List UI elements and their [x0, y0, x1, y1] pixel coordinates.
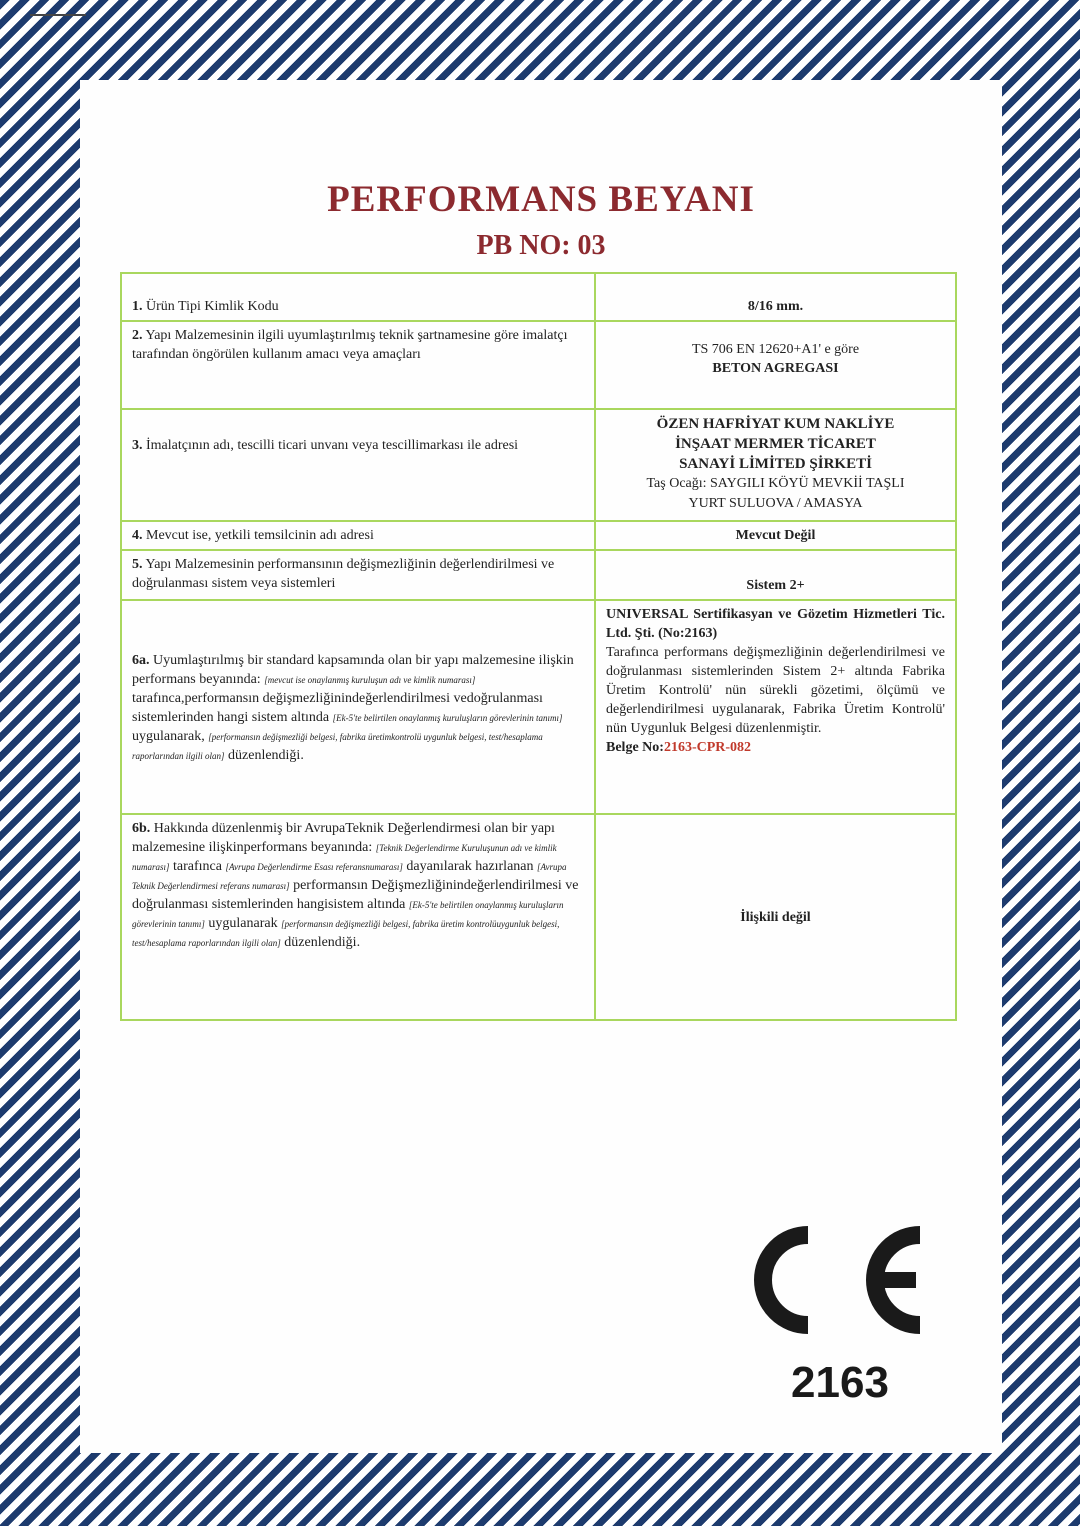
row-note: [Avrupa Teknik Değerlendirmesi referans numarası] [132, 862, 567, 891]
row-number: 6a. [132, 653, 150, 668]
row-note: [Avrupa Değerlendirme Esası referansnumarası] [225, 862, 403, 872]
row-text: düzenlendiği. [228, 748, 304, 763]
row-note: [Ek-5'te belirtilen onaylanmış kuruluşların görevlerinin tanımı] [132, 900, 564, 929]
row-text: tarafınca [173, 859, 222, 874]
company-line-3: SANAYİ LİMİTED ŞİRKETİ [679, 456, 872, 472]
certifier-name: UNIVERSAL Sertifikasyan ve Gözetim Hizmetleri Tic. Ltd. Şti. (No:2163) [606, 607, 945, 641]
row-note: [performansın değişmezliği belgesi, fabrika üretim kontrolüuygunluk belgesi, test/hesaplama raporlarından ilgili olan] [132, 919, 560, 948]
document-page [80, 80, 1002, 1453]
company-line-1: ÖZEN HAFRİYAT KUM NAKLİYE [656, 416, 895, 432]
document-number: PB NO: 03 [476, 230, 606, 261]
row-label: İmalatçının adı, tescilli ticari unvanı veya tescillimarkası ile adresi [146, 438, 519, 453]
table-row [121, 814, 956, 1020]
row-text: düzenlendiği. [284, 935, 361, 950]
row-note: [Ek-5'te belirtilen onaylanmış kuruluşların görevlerinin tanımı] [332, 713, 563, 723]
row-value: Mevcut Değil [595, 521, 956, 550]
address-line-2: YURT SULUOVA / AMASYA [688, 496, 863, 511]
standard-reference: TS 706 EN 12620+A1' e göre [691, 342, 860, 357]
row-text: performansın Değişmezliğinindeğerlendirilmesi ve doğrulanması sistemlerinden hangisistem altında [132, 878, 579, 912]
certificate-number: 2163-CPR-082 [663, 740, 752, 755]
table-row [121, 273, 956, 321]
declaration-table [120, 272, 957, 1021]
row-text: uygulanarak [208, 916, 278, 931]
row-number: 2. [132, 328, 143, 343]
address-line-1: Taş Ocağı: SAYGILI KÖYÜ MEVKİİ TAŞLI [646, 476, 905, 491]
row-label: Ürün Tipi Kimlik Kodu [146, 299, 279, 314]
row-note: [mevcut ise onaylanmış kuruluşun adı ve kimlik numarası] [264, 675, 476, 685]
row-number: 4. [132, 528, 143, 543]
row-label: Yapı Malzemesinin performansının değişmezliğinin değerlendirilmesi ve doğrulanması sistem veya sistemleri [132, 557, 555, 591]
corner-scan-mark [30, 14, 86, 16]
table-row [121, 321, 956, 409]
ce-logo-icon [720, 1215, 930, 1345]
table-row [121, 600, 956, 814]
row-text: dayanılarak hazırlanan [406, 859, 534, 874]
certificate-label: Belge No: [606, 740, 664, 755]
row-text: uygulanarak, [132, 729, 205, 744]
product-type: BETON AGREGASI [712, 361, 839, 376]
row-value: 8/16 mm. [595, 273, 956, 321]
row-note: [Teknik Değerlendirme Kuruluşunun adı ve kimlik numarası] [132, 843, 557, 872]
document-title: PERFORMANS BEYANI [327, 179, 755, 220]
row-label: Yapı Malzemesinin ilgili uyumlaştırılmış teknik şartnamesine göre imalatçı tarafından öngörülen kullanım amacı veya amaçları [132, 328, 568, 362]
row-number: 5. [132, 557, 143, 572]
row-value: Sistem 2+ [595, 550, 956, 600]
row-number: 1. [132, 299, 143, 314]
row-label: Mevcut ise, yetkili temsilcinin adı adresi [146, 528, 374, 543]
table-row [121, 521, 956, 550]
row-note: [performansın değişmezliği belgesi, fabrika üretimkontrolü uygunluk belgesi, test/hesaplama raporlarından ilgili olan] [132, 732, 543, 761]
row-number: 6b. [132, 821, 151, 836]
table-row [121, 409, 956, 521]
table-row [121, 550, 956, 600]
company-line-2: İNŞAAT MERMER TİCARET [675, 436, 876, 452]
row-number: 3. [132, 438, 143, 453]
notified-body-number: 2163 [791, 1358, 889, 1407]
row-text: Uyumlaştırılmış bir standard kapsamında olan bir yapı malzemesine ilişkin performans beyanında: [132, 653, 574, 687]
row-value: İlişkili değil [595, 814, 956, 1020]
certifier-statement: Tarafınca performans değişmezliğinin değerlendirilmesi ve doğrulanması sistemlerinden Sistem 2+ altında Fabrika Üretim Kontrolü' nün sürekli gözetimi, ölçümü ve değerlendirilmesi uygulanarak, Fabrika Üretim Kontrolü' nün Uygunluk Belgesi düzenlenmiştir. [606, 645, 945, 736]
row-text: tarafınca,performansın değişmezliğinindeğerlendirilmesi vedoğrulanması sistemlerinden hangi sistem altında [132, 691, 543, 725]
row-text: Hakkında düzenlenmiş bir AvrupaTeknik Değerlendirmesi olan bir yapı malzemesine ilişkinperformans beyanında: [132, 821, 555, 855]
